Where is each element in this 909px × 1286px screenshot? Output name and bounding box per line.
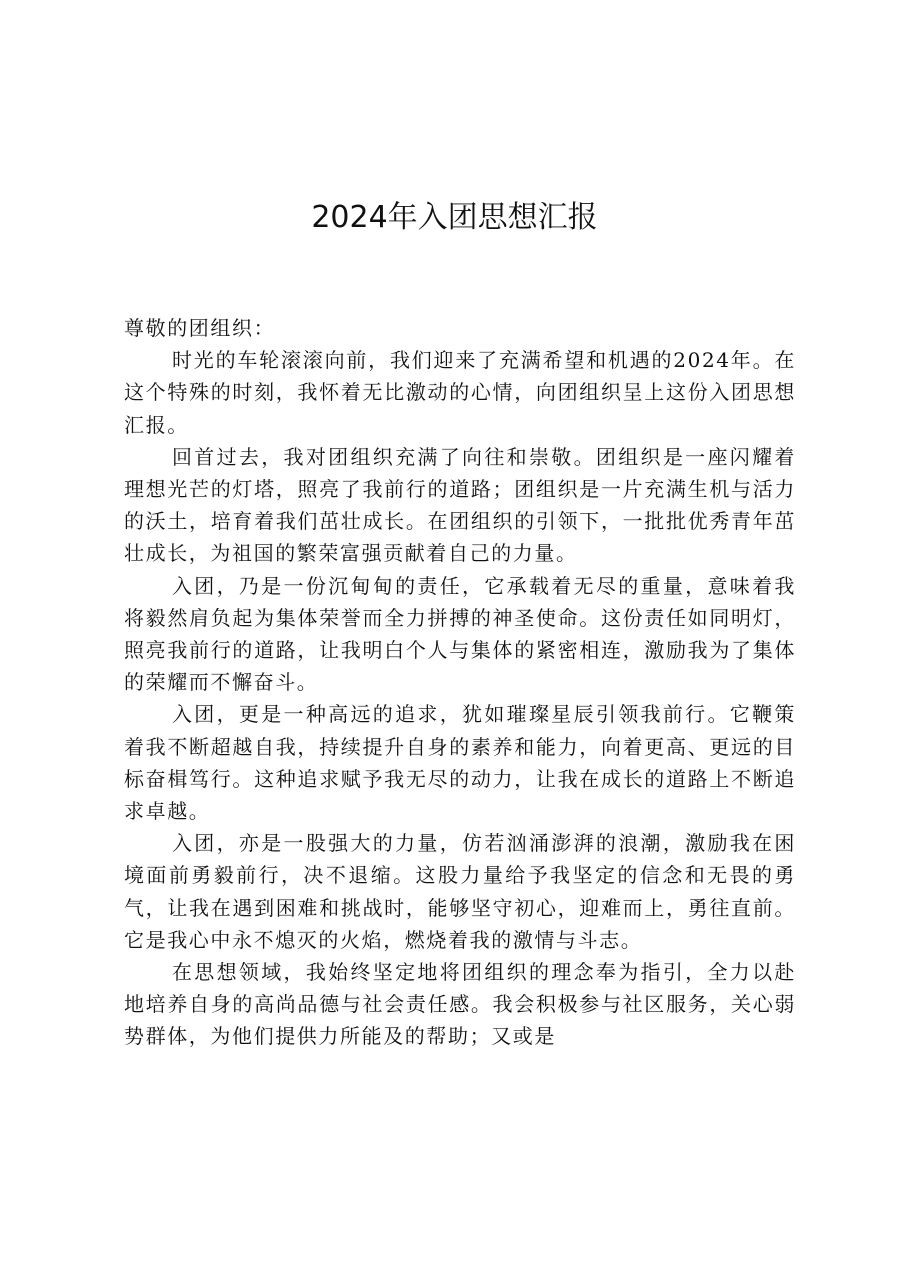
- paragraph-4: 入团，更是一种高远的追求，犹如璀璨星辰引领我前行。它鞭策着我不断超越自我，持续提升自身的素养和能力，向着更高、更远的目标奋楫笃行。这种追求赋予我无尽的动力，让我在成长的道路上不断追求卓越。: [124, 702, 796, 824]
- paragraph-3: 入团，乃是一份沉甸甸的责任，它承载着无尽的重量，意味着我将毅然肩负起为集体荣誉而全力拼搏的神圣使命。这份责任如同明灯，照亮我前行的道路，让我明白个人与集体的紧密相连，激励我为了集体的荣耀而不懈奋斗。: [124, 573, 796, 695]
- paragraph-6: 在思想领域，我始终坚定地将团组织的理念奉为指引，全力以赴地培养自身的高尚品德与社会责任感。我会积极参与社区服务，关心弱势群体，为他们提供力所能及的帮助；又或是: [124, 960, 796, 1049]
- paragraph-2: 回首过去，我对团组织充满了向往和崇敬。团组织是一座闪耀着理想光芒的灯塔，照亮了我前行的道路；团组织是一片充满生机与活力的沃土，培育着我们茁壮成长。在团组织的引领下，一批批优秀青年茁壮成长，为祖国的繁荣富强贡献着自己的力量。: [124, 444, 796, 566]
- paragraph-5: 入团，亦是一股强大的力量，仿若汹涌澎湃的浪潮，激励我在困境面前勇毅前行，决不退缩。这股力量给予我坚定的信念和无畏的勇气，让我在遇到困难和挑战时，能够坚守初心，迎难而上，勇往直前。它是我心中永不熄灭的火焰，燃烧着我的激情与斗志。: [124, 831, 796, 952]
- salutation: 尊敬的团组织：: [124, 316, 276, 340]
- document-title: 2024年入团思想汇报: [311, 200, 598, 235]
- document-body: [124, 312, 796, 1053]
- paragraph-1: 时光的车轮滚滚向前，我们迎来了充满希望和机遇的2024年。在这个特殊的时刻，我怀着无比激动的心情，向团组织呈上这份入团思想汇报。: [124, 348, 796, 437]
